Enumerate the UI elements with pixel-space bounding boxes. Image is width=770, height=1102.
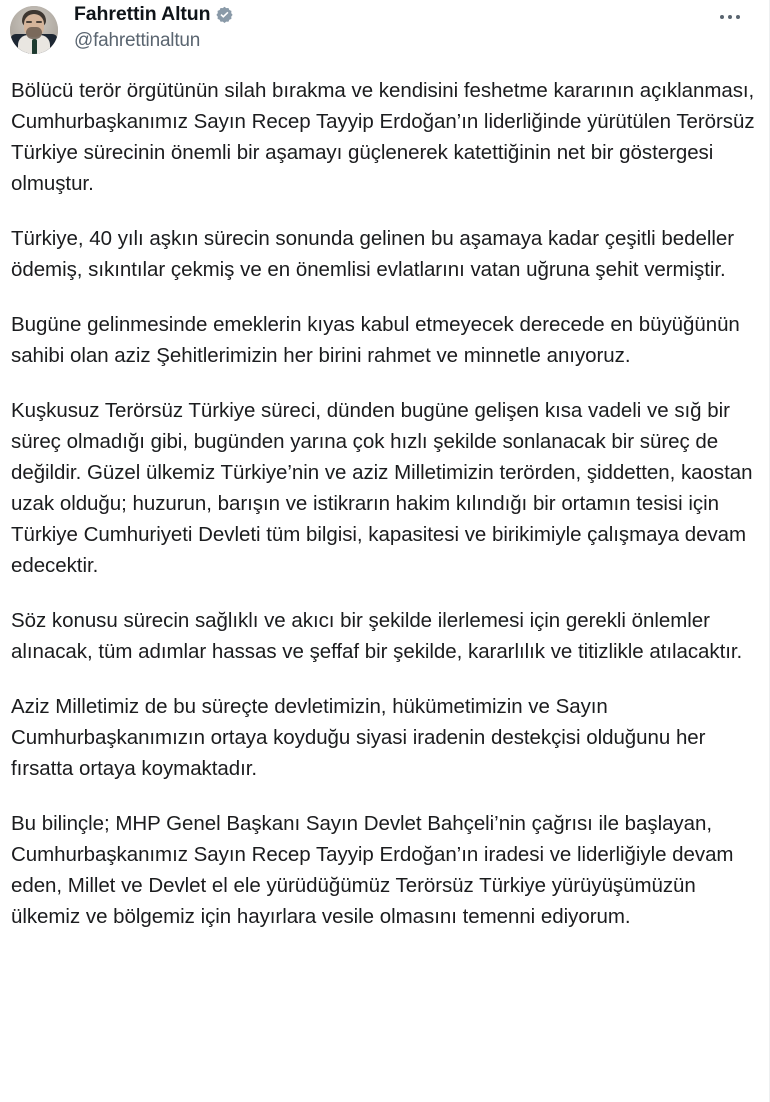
more-dot-1 [720,15,724,19]
avatar[interactable] [10,6,58,54]
author-name-row [74,5,234,25]
tweet-paragraph: Aziz Milletimiz de bu süreçte devletimizin, hükümetimizin ve Sayın Cumhurbaşkanımızın ortaya koyduğu siyasi iradenin destekçisi olduğunu her fırsatta ortaya koymaktadır. [11,695,706,780]
more-dot-3 [736,15,740,19]
verified-badge-icon[interactable] [215,6,234,25]
tweet-paragraph: Türkiye, 40 yılı aşkın sürecin sonunda gelinen bu aşamaya kadar çeşitli bedeller ödemiş, sıkıntılar çekmiş ve en önemlisi evlatlarını vatan uğruna şehit vermiştir. [11,227,734,281]
tweet-header [0,0,769,58]
author-display-name[interactable]: Fahrettin Altun [74,3,211,25]
author-handle[interactable]: @fahrettinaltun [74,29,201,51]
avatar-eyebrow-right [36,21,42,23]
tweet-paragraph: Bugüne gelinmesinde emeklerin kıyas kabul etmeyecek derecede en büyüğünün sahibi olan aziz Şehitlerimizin her birini rahmet ve minnetle anıyoruz. [11,313,740,367]
avatar-eyebrow-left [26,21,32,23]
tweet-paragraph: Söz konusu sürecin sağlıklı ve akıcı bir şekilde ilerlemesi için gerekli önlemler alınacak, tüm adımlar hassas ve şeffaf bir şekilde, kararlılık ve titizlikle atılacaktır. [11,609,743,663]
avatar-beard [26,27,42,39]
avatar-tie [32,39,37,54]
more-options-icon[interactable] [714,6,746,28]
tweet-text [0,75,769,932]
tweet-paragraph: Bölücü terör örgütünün silah bırakma ve kendisini feshetme kararının açıklanması, Cumhurbaşkanımız Sayın Recep Tayyip Erdoğan’ın liderliğinde yürütülen Terörsüz Türkiye sürecinin önemli bir aşamayı güçlenerek katettiğinin net bir göstergesi olmuştur. [11,79,755,195]
author-names [74,4,234,50]
tweet-paragraph: Kuşkusuz Terörsüz Türkiye süreci, dünden bugüne gelişen kısa vadeli ve sığ bir süreç olmadığı gibi, bugünden yarına çok hızlı şekilde sonlanacak bir süreç de değildir. Güzel ülkemiz Türkiye’nin ve aziz Milletimizin terörden, şiddetten, kaostan uzak olduğu; huzurun, barışın ve istikrarın hakim kılındığı bir ortamın tesisi için Türkiye Cumhuriyeti Devleti tüm bilgisi, kapasitesi ve birikimiyle çalışmaya devam edecektir. [11,399,753,577]
more-dot-2 [728,15,732,19]
tweet-paragraph: Bu bilinçle; MHP Genel Başkanı Sayın Devlet Bahçeli’nin çağrısı ile başlayan, Cumhurbaşkanımız Sayın Recep Tayyip Erdoğan’ın iradesi ve liderliğiyle devam eden, Millet ve Devlet el ele yürüdüğümüz Terörsüz Türkiye yürüyüşümüzün ülkemiz ve bölgemiz için hayırlara vesile olmasını temenni ediyorum. [11,812,734,928]
